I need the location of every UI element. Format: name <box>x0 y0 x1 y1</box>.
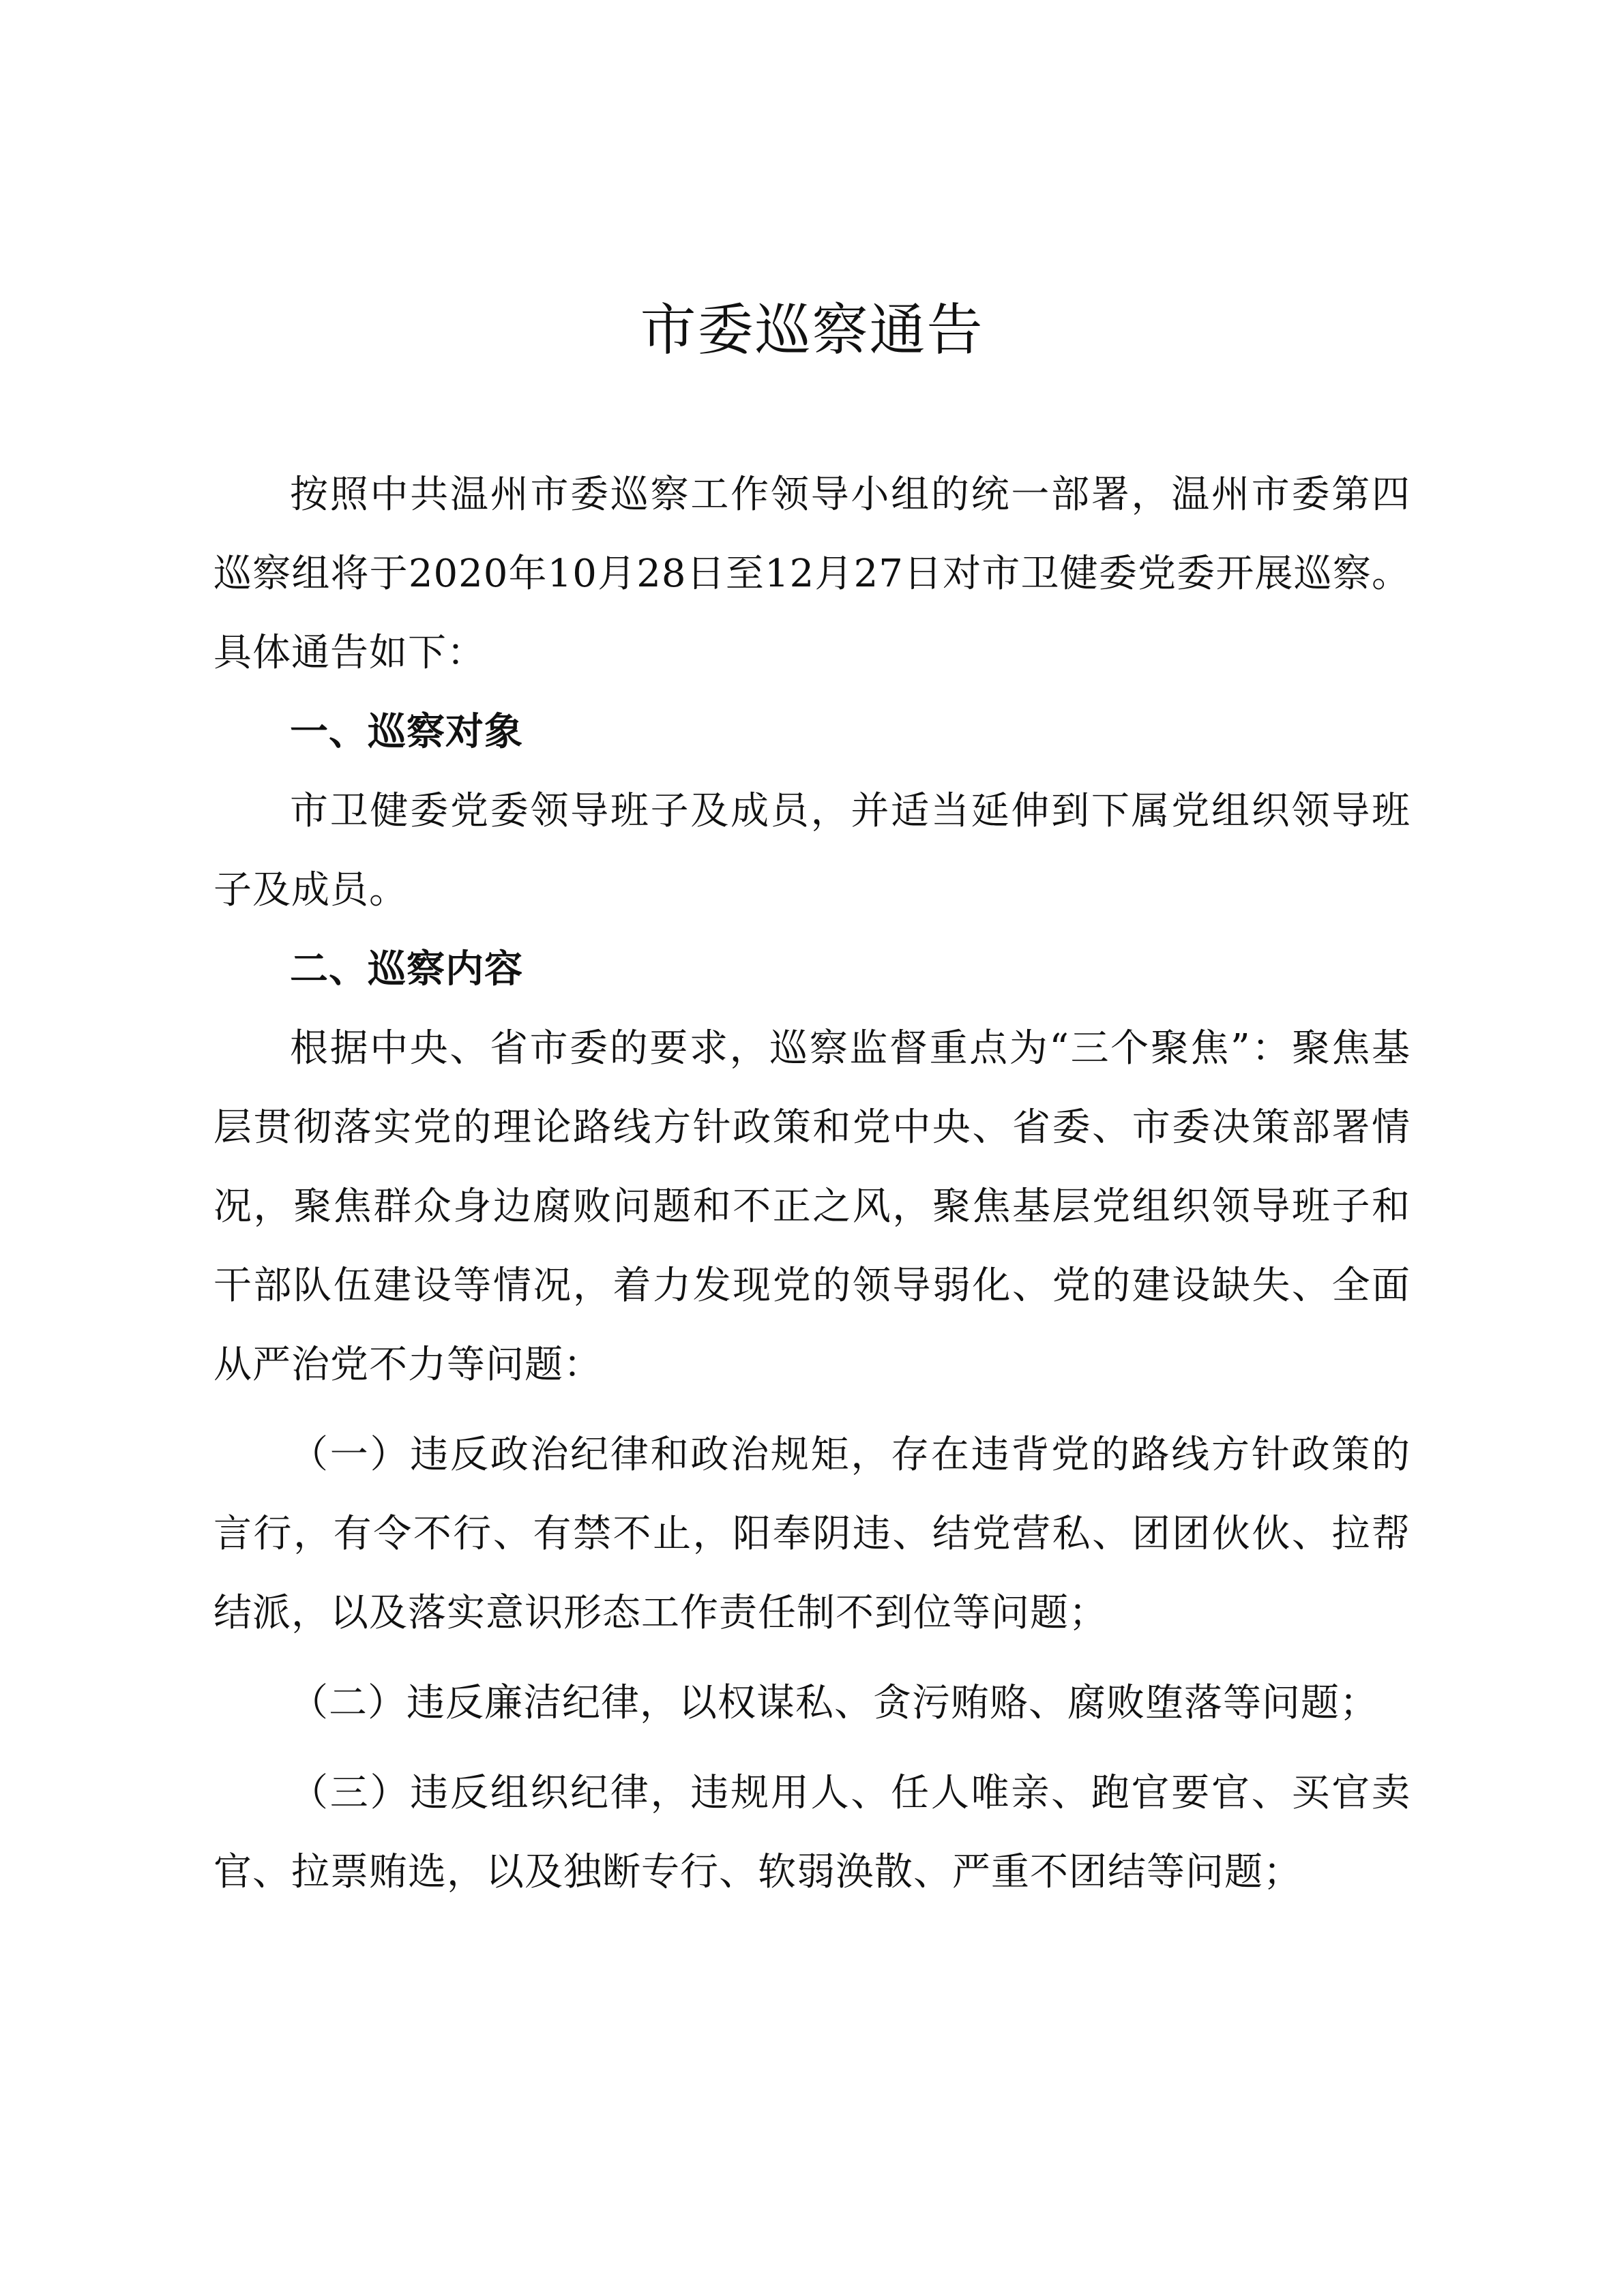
list-item: （一）违反政治纪律和政治规矩，存在违背党的路线方针政策的言行，有令不行、有禁不止，阳奉阴违、结党营私、团团伙伙、拉帮结派，以及落实意识形态工作责任制不到位等问题； <box>213 1433 1411 1635</box>
section-text-content: 根据中央、省市委的要求，巡察监督重点为“三个聚焦”：聚焦基层贯彻落实党的理论路线方针政策和党中央、省委、市委决策部署情况，聚焦群众身边腐败问题和不正之风，聚焦基层党组织领导班子和干部队伍建设等情况，着力发现党的领导弱化、党的建设缺失、全面从严治党不力等问题： <box>213 1026 1411 1387</box>
section-heading-content: 二、巡察内容 <box>290 947 523 992</box>
section-heading-targets: 一、巡察对象 <box>290 710 523 754</box>
document-title: 市委巡察通告 <box>640 298 984 363</box>
intro-paragraph: 按照中共温州市委巡察工作领导小组的统一部署，温州市委第四巡察组将于2020年10月28日至12月27日对市卫健委党委开展巡察。具体通告如下： <box>213 473 1411 675</box>
list-item: （三）违反组织纪律，违规用人、任人唯亲、跑官要官、买官卖官、拉票贿选，以及独断专行、软弱涣散、严重不团结等问题； <box>213 1771 1411 1894</box>
section-text-targets: 市卫健委党委领导班子及成员，并适当延伸到下属党组织领导班子及成员。 <box>213 789 1411 912</box>
document-body <box>213 456 1411 1912</box>
list-item: （二）违反廉洁纪律，以权谋私、贪污贿赂、腐败堕落等问题； <box>290 1681 1378 1725</box>
